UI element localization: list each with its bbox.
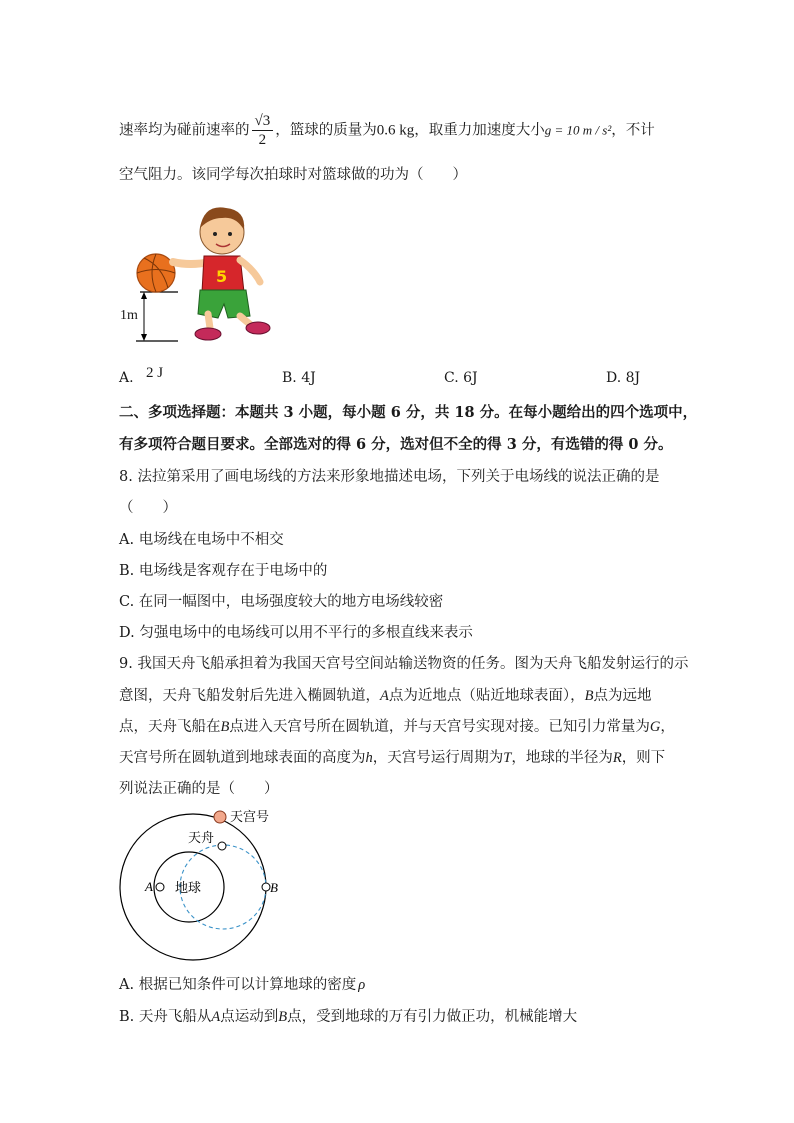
q7-option-d[interactable] xyxy=(606,368,640,388)
q9-stem-line5: 列说法正确的是（ ） xyxy=(119,781,279,797)
sqrt3-over-2-fraction xyxy=(252,112,274,149)
q8-option-a[interactable]: A. 电场线在电场中不相交 xyxy=(119,532,284,548)
var-b: B xyxy=(278,1009,288,1025)
var-r: R xyxy=(612,750,622,766)
section2-heading-line2: 有多项符合题目要求。全部选对的得 6 分，选对但不全的得 3 分，有选错的得 0 分。 xyxy=(119,436,673,453)
basketball-player-figure xyxy=(118,200,278,350)
mass-value: 0.6 kg xyxy=(376,122,415,139)
var-g: G xyxy=(649,719,661,735)
tiangong-label: 天宫号 xyxy=(230,810,270,825)
option-text: 4J xyxy=(301,370,316,386)
var-a: A xyxy=(380,688,389,704)
option-text: 8J xyxy=(625,370,641,386)
earth-label: 地球 xyxy=(175,881,202,896)
orbit-diagram xyxy=(112,805,312,965)
var-h: h xyxy=(365,750,373,766)
option-text: 点运动到 xyxy=(220,1009,279,1025)
q9-stem-line4 xyxy=(119,748,665,768)
q9-text: ，则下 xyxy=(621,750,666,766)
q7-option-b[interactable] xyxy=(282,368,316,388)
option-text: 2 J xyxy=(146,365,164,381)
option-letter: B. xyxy=(282,370,297,386)
q9-text: ， xyxy=(660,719,675,735)
arrow-up-icon xyxy=(141,292,147,299)
var-b: B xyxy=(220,719,230,735)
var-t: T xyxy=(503,750,512,766)
fraction-denominator: 2 xyxy=(258,132,267,148)
q9-option-a[interactable] xyxy=(119,975,365,995)
q9-text: 点进入天宫号所在圆轨道，并与天宫号实现对接。已知引力常量为 xyxy=(229,719,650,735)
q9-stem-line3 xyxy=(119,717,675,737)
q8-option-d[interactable]: D. 匀强电场中的电场线可以用不平行的多根直线来表示 xyxy=(119,625,473,641)
q9-text: 点，天舟飞船在 xyxy=(119,719,221,735)
q9-text: 点为近地点（贴近地球表面）， xyxy=(388,688,585,704)
q9-text: ，天宫号运行周期为 xyxy=(372,750,504,766)
q9-text: 意图，天舟飞船发射后先进入椭圆轨道， xyxy=(119,688,380,704)
option-letter: A. xyxy=(119,370,134,386)
q9-text: 天宫号所在圆轨道到地球表面的高度为 xyxy=(119,750,366,766)
q9-text: ，地球的半径为 xyxy=(511,750,613,766)
point-b-label: B xyxy=(270,880,278,895)
option-text: 6J xyxy=(463,370,478,386)
point-a-label: A xyxy=(145,879,153,894)
shirt-number: 5 xyxy=(216,267,228,286)
gravity-expression: g = 10 m / s² xyxy=(544,122,612,138)
height-label-1m: 1m xyxy=(120,308,138,323)
q7-stem-line1 xyxy=(119,112,655,149)
q7-option-a[interactable] xyxy=(119,365,164,388)
q7-text-b: ，篮球的质量为 xyxy=(275,122,377,139)
q9-option-b[interactable] xyxy=(119,1007,577,1027)
option-letter: D. xyxy=(606,370,622,386)
tianzhou-marker xyxy=(218,842,226,850)
q8-stem-line2: （ ） xyxy=(119,500,177,516)
q9-stem-line2 xyxy=(119,686,651,706)
option-text: 点，受到地球的万有引力做正功，机械能增大 xyxy=(287,1009,578,1025)
q9-stem-line1: 9. 我国天舟飞船承担着为我国天宫号空间站输送物资的任务。图为天舟飞船发射运行的示 xyxy=(119,656,689,672)
q7-option-c[interactable] xyxy=(444,368,478,388)
option-text: A. 根据已知条件可以计算地球的密度 xyxy=(119,977,357,993)
q9-text: 点为远地 xyxy=(593,688,652,704)
shoe-right xyxy=(246,322,270,334)
option-text: B. 天舟飞船从 xyxy=(119,1009,212,1025)
q7-text-a: 速率均为碰前速率的 xyxy=(119,122,250,139)
section2-heading-line1: 二、多项选择题：本题共 3 小题，每小题 6 分，共 18 分。在每小题给出的四个选项中， xyxy=(119,404,698,421)
q8-option-b[interactable]: B. 电场线是客观存在于电场中的 xyxy=(119,563,328,579)
q7-stem-line2: 空气阻力。该同学每次拍球时对篮球做的功为（ ） xyxy=(119,167,467,183)
basketball-icon xyxy=(137,254,175,292)
q7-text-c: ，取重力加速度大小 xyxy=(414,122,545,139)
var-b: B xyxy=(584,688,594,704)
option-letter: C. xyxy=(444,370,459,386)
shoe-left xyxy=(195,328,221,340)
point-a-marker xyxy=(156,883,164,891)
var-a: A xyxy=(211,1009,221,1025)
arrow-down-icon xyxy=(141,334,147,341)
q8-stem-line1: 8. 法拉第采用了画电场线的方法来形象地描述电场，下列关于电场线的说法正确的是 xyxy=(119,469,660,485)
point-b-marker xyxy=(262,883,270,891)
var-rho: ρ xyxy=(358,977,366,993)
q7-text-d: ，不计 xyxy=(611,122,655,139)
tiangong-marker xyxy=(214,811,226,823)
q8-option-c[interactable]: C. 在同一幅图中，电场强度较大的地方电场线较密 xyxy=(119,594,444,610)
tianzhou-label: 天舟 xyxy=(188,831,215,846)
fraction-numerator: √3 xyxy=(252,112,274,131)
